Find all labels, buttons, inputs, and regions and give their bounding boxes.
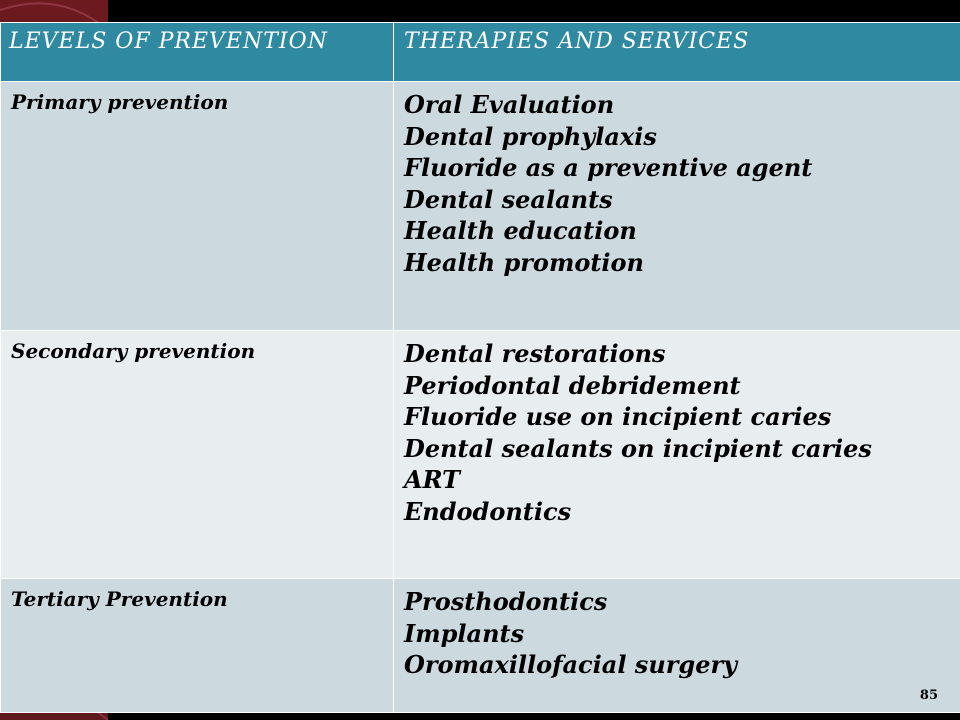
therapy-item: Dental prophylaxis [404,121,657,151]
therapy-item: Fluoride as a preventive agent [404,153,813,182]
table-row-primary [1,82,960,331]
therapies-secondary [394,331,960,579]
therapy-item: Dental sealants on incipient caries [404,433,872,463]
prevention-table [0,22,960,713]
therapy-item: Fluoride use on incipient caries [404,402,832,431]
therapy-item: Prosthodontics [404,587,608,616]
table-row-secondary [1,331,960,579]
prevention-table-container [0,22,960,705]
therapy-item: Endodontics [404,496,572,526]
level-tertiary: Tertiary Prevention [1,579,394,713]
therapies-primary [394,82,960,331]
therapy-item: ART [404,465,461,494]
therapy-item: Health promotion [404,247,644,277]
table-row-tertiary [1,579,960,713]
page-number: 85 [919,688,938,703]
table-header-row [1,23,960,82]
therapy-item: Oral Evaluation [404,90,615,119]
level-secondary: Secondary prevention [1,331,394,579]
therapy-item: Implants [404,618,525,648]
therapy-item: Periodontal debridement [404,370,741,400]
header-levels-of-prevention: LEVELS OF PREVENTION [1,23,394,82]
therapy-item: Dental sealants [404,184,613,214]
header-therapies-and-services: THERAPIES AND SERVICES [394,23,960,82]
therapy-item: Oromaxillofacial surgery [404,650,738,679]
therapy-item: Health education [404,216,637,245]
level-primary: Primary prevention [1,82,394,331]
therapy-item: Dental restorations [404,339,666,368]
therapies-tertiary [394,579,960,713]
